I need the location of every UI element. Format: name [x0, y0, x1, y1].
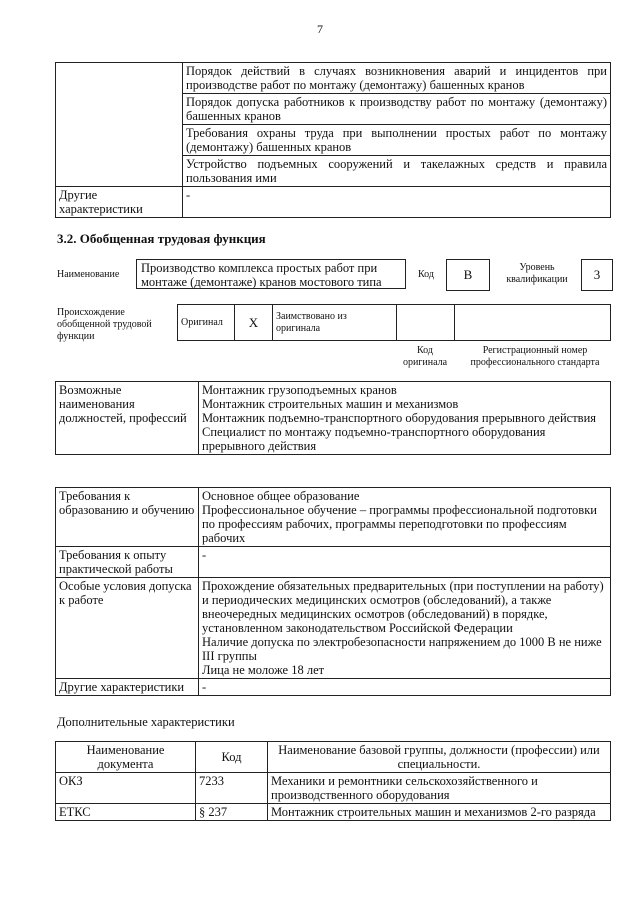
- top-table: [55, 62, 611, 218]
- education-label: Требования к образованию и обучению: [56, 488, 199, 547]
- top-table-row: Порядок действий в случаях возникновения аварий и инцидентов при производстве работ по монтажу (демонтажу) башенных кранов: [183, 63, 611, 94]
- top-table-row: Устройство подъемных сооружений и такелажных средств и правила пользования ими: [183, 156, 611, 187]
- additional-header: Код: [196, 742, 268, 773]
- origin-code-cell: [397, 305, 455, 341]
- position-item: Монтажник подъемно-транспортного оборудования прерывного действия: [202, 411, 597, 425]
- positions-label: Возможные наименования должностей, профессий: [56, 382, 199, 455]
- req-other-label: Другие характеристики: [56, 679, 199, 696]
- position-item: Специалист по монтажу подъемно-транспортного оборудования прерывного действия: [202, 425, 546, 453]
- additional-table: [55, 741, 611, 821]
- top-other-label: Другие характеристики: [56, 187, 183, 218]
- positions-cell: [199, 382, 611, 455]
- position-item: Монтажник строительных машин и механизмов: [202, 397, 459, 411]
- origin-table: [177, 304, 611, 341]
- doc-name-cell: ЕТКС: [56, 804, 196, 821]
- conditions-cell: [199, 578, 611, 679]
- level-value: 3: [581, 259, 613, 291]
- reg-caption: Регистрационный номер профессионального стандарта: [470, 345, 600, 368]
- experience-label: Требования к опыту практической работы: [56, 547, 199, 578]
- education-line: Основное общее образование: [202, 489, 360, 503]
- top-table-row: Порядок допуска работников к производству работ по монтажу (демонтажу) башенных кранов: [183, 94, 611, 125]
- table-row: [56, 804, 611, 821]
- top-table-empty-cell: [56, 63, 183, 187]
- level-label: Уровень квалификации: [506, 262, 568, 285]
- position-item: Монтажник грузоподъемных кранов: [202, 383, 397, 397]
- doc-name-cell: ОКЗ: [56, 773, 196, 804]
- origin-reg-cell: [455, 305, 611, 341]
- original-label: Оригинал: [178, 305, 235, 341]
- code-caption: Код оригинала: [402, 345, 448, 368]
- doc-code-cell: 7233: [196, 773, 268, 804]
- doc-title-cell: Механики и ремонтники сельскохозяйственного и производственного оборудования: [268, 773, 611, 804]
- name-label: Наименование: [57, 269, 120, 280]
- conditions-label: Особые условия допуска к работе: [56, 578, 199, 679]
- doc-code-cell: § 237: [196, 804, 268, 821]
- requirements-table: [55, 487, 611, 696]
- code-label: Код: [418, 269, 434, 280]
- condition-line: Наличие допуска по электробезопасности напряжением до 1000 В не ниже III группы: [202, 635, 602, 663]
- additional-title: Дополнительные характеристики: [57, 715, 235, 729]
- doc-title-cell: Монтажник строительных машин и механизмов 2-го разряда: [268, 804, 611, 821]
- name-value: Производство комплекса простых работ при монтаже (демонтаже) кранов мостового типа: [136, 259, 406, 289]
- section-title: 3.2. Обобщенная трудовая функция: [57, 231, 266, 246]
- education-line: Профессиональное обучение – программы профессиональной подготовки по профессиям рабочих, программы переподготовки по профессиям рабочих: [202, 503, 597, 545]
- additional-header: Наименование базовой группы, должности (профессии) или специальности.: [268, 742, 611, 773]
- education-cell: [199, 488, 611, 547]
- top-other-value: -: [183, 187, 611, 218]
- req-other-value: -: [199, 679, 611, 696]
- condition-line: Прохождение обязательных предварительных (при поступлении на работу) и периодических медицинских осмотров (обследований), а также внеочередных медицинских осмотров (обследований) в порядке, установленном законодательством Российской Федерации: [202, 579, 604, 635]
- top-table-row: Требования охраны труда при выполнении простых работ по монтажу (демонтажу) башенных кранов: [183, 125, 611, 156]
- page-number: 7: [317, 22, 323, 36]
- table-row: [56, 773, 611, 804]
- additional-header: Наименование документа: [56, 742, 196, 773]
- condition-line: Лица не моложе 18 лет: [202, 663, 325, 677]
- borrowed-label: Заимствовано из оригинала: [273, 305, 397, 341]
- experience-value: -: [199, 547, 611, 578]
- original-mark: X: [235, 305, 273, 341]
- code-value: B: [446, 259, 490, 291]
- origin-label: Происхождение обобщенной трудовой функции: [57, 307, 152, 342]
- positions-table: [55, 381, 611, 455]
